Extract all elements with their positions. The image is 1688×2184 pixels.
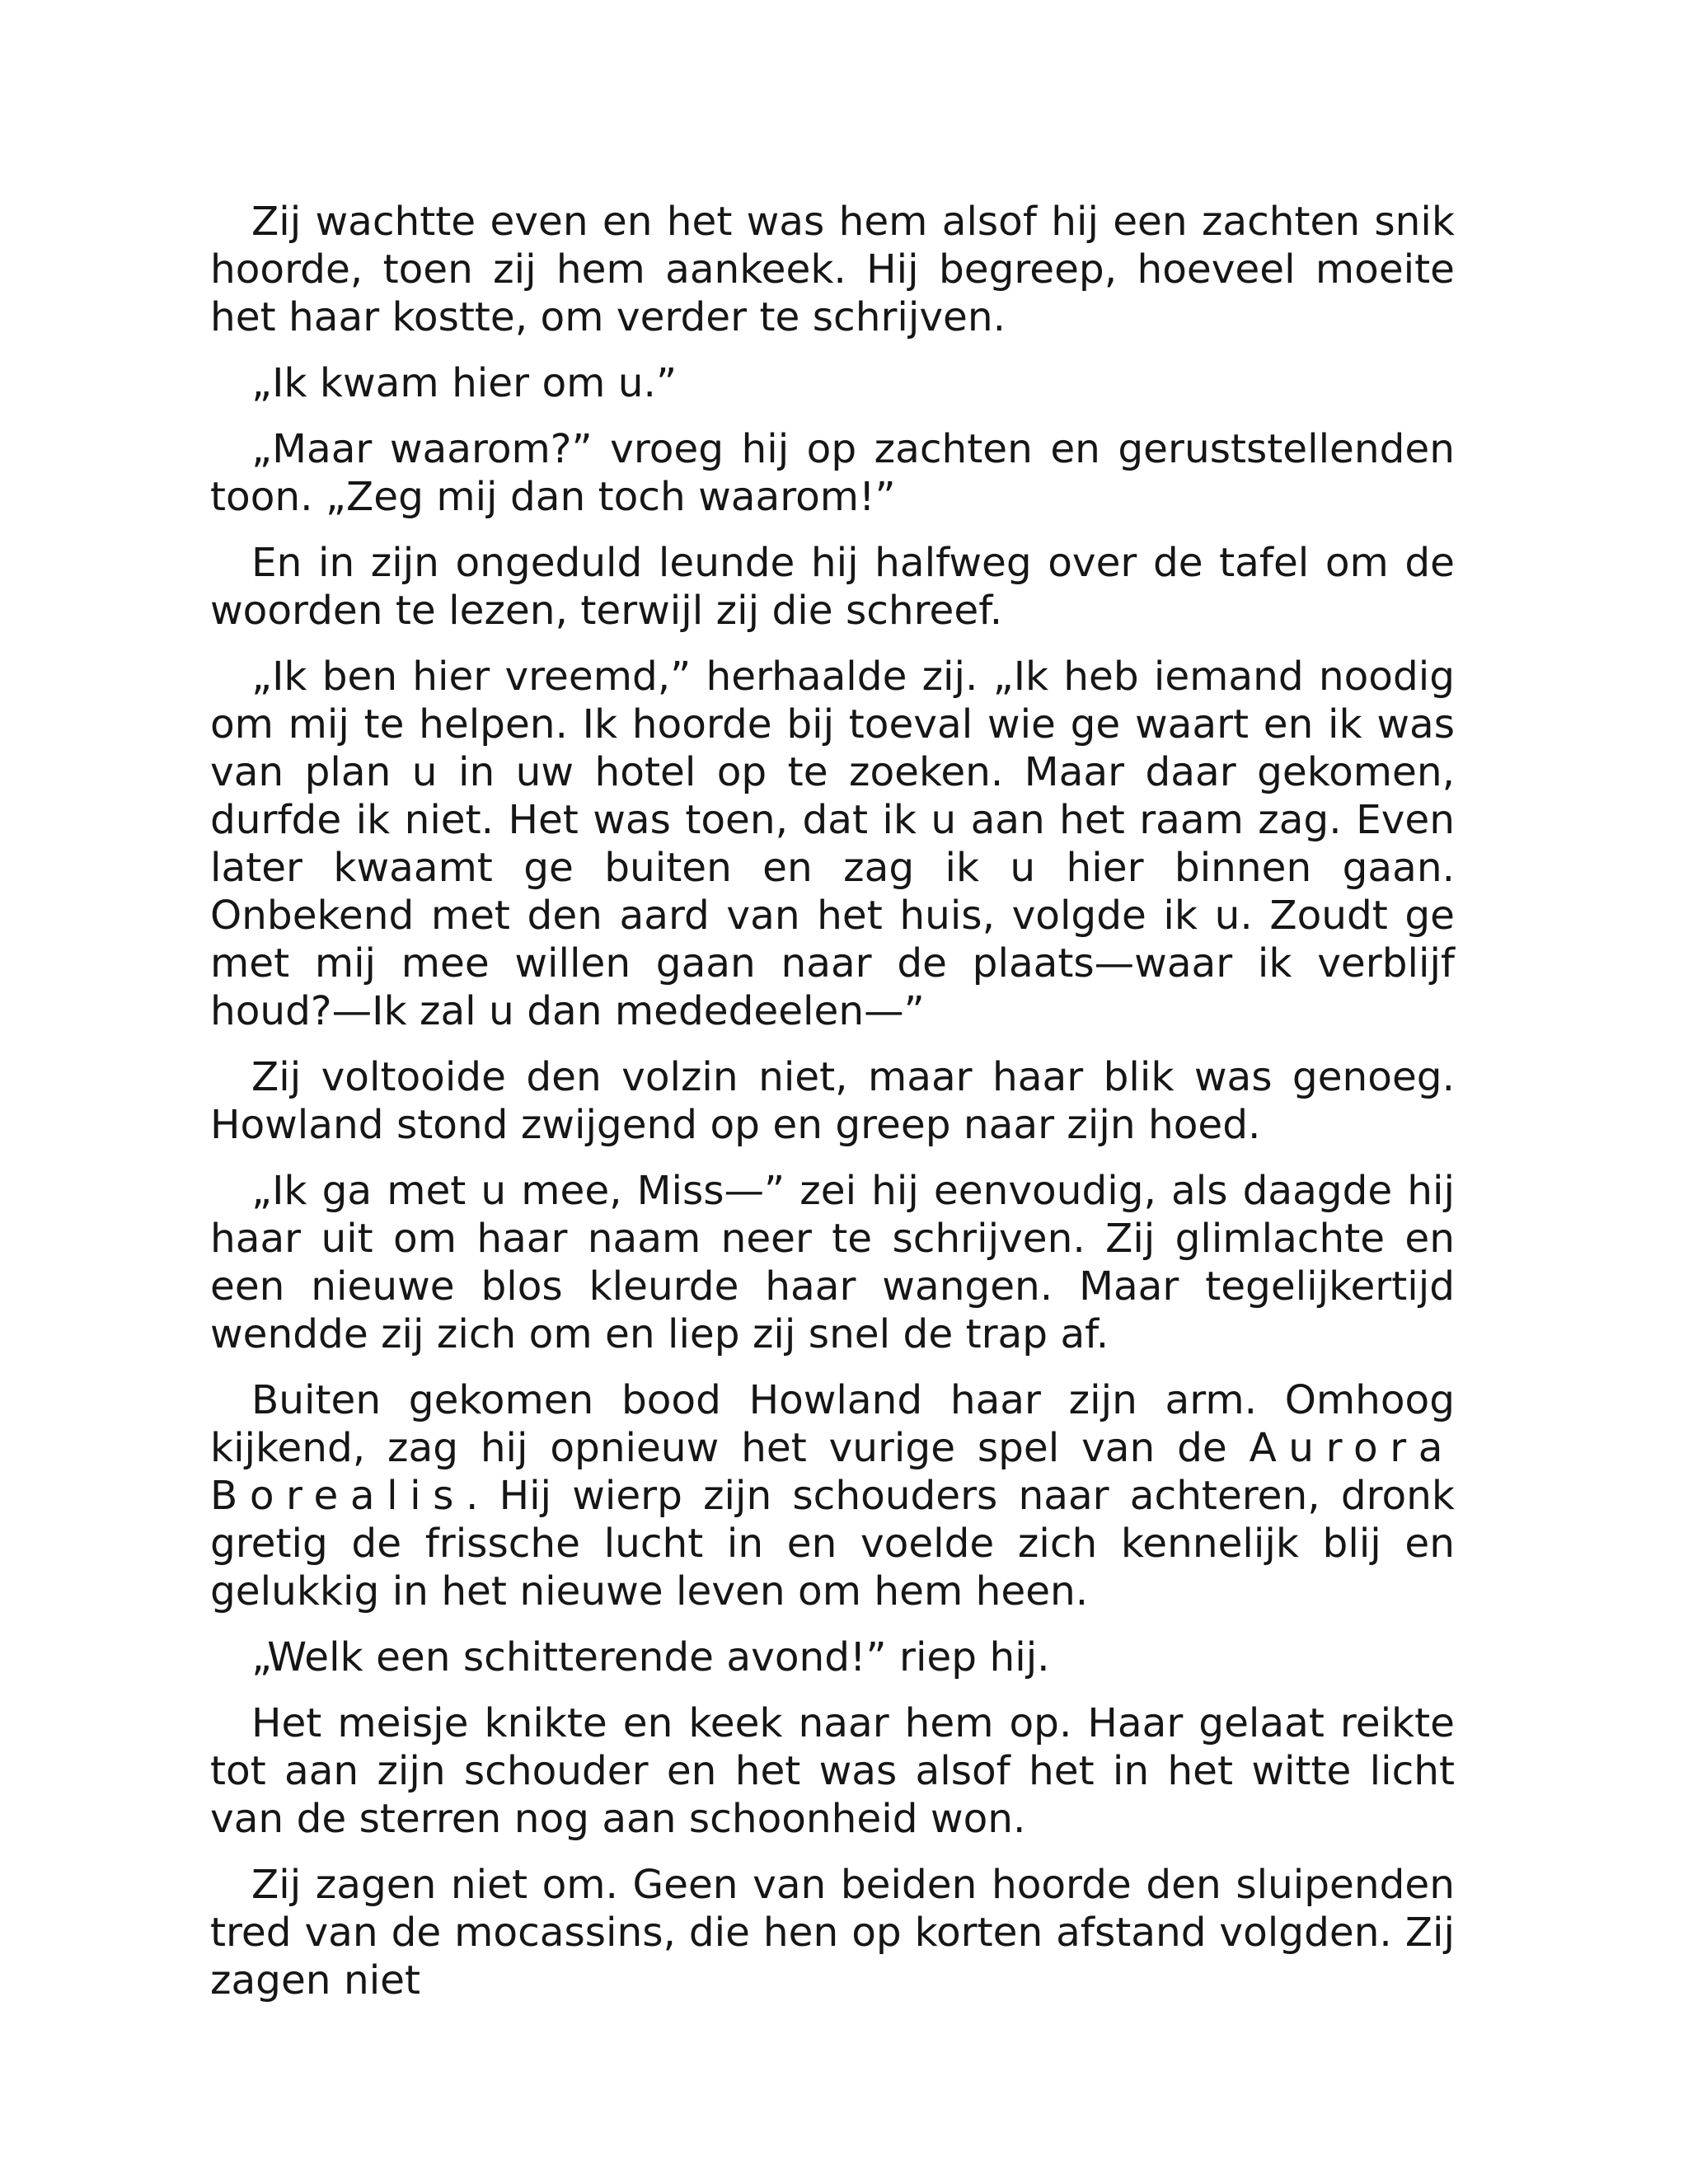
paragraph-5: „Ik ben hier vreemd,” herhaalde zij. „Ik heb iemand noodig om mij te helpen. Ik hoorde bij toeval wie ge waart en ik was van plan u in uw hotel op te zoeken. Maar daar gekomen, durfde ik niet. Het was toen, dat ik u aan het raam zag. Even later kwaamt ge buiten en zag ik u hier binnen gaan. Onbekend met den aard van het huis, volgde ik u. Zoudt ge met mij mee willen gaan naar de plaats—waar ik verblijf houd?—Ik zal u dan mededeelen—” [210, 654, 1455, 1034]
paragraph-1: Zij wachtte even en het was hem alsof hij een zachten snik hoorde, toen zij hem aankeek. Hij begreep, hoeveel moeite het haar kostte, om verder te schrijven. [210, 199, 1455, 340]
paragraph-7: „Ik ga met u mee, Miss—” zei hij eenvoudig, als daagde hij haar uit om haar naam neer te schrijven. Zij glimlachte en een nieuwe blos kleurde haar wangen. Maar tegelijkertijd wendde zij zich om en liep zij snel de trap af. [210, 1168, 1455, 1357]
paragraph-10: Het meisje knikte en keek naar hem op. Haar gelaat reikte tot aan zijn schouder en het was alsof het in het witte licht van de sterren nog aan schoonheid won. [210, 1700, 1455, 1842]
paragraph-3: „Maar waarom?” vroeg hij op zachten en geruststellenden toon. „Zeg mij dan toch waarom!” [210, 426, 1455, 520]
paragraph-8-end: . Hij wierp zijn schouders naar achteren, dronk gretig de frissche lucht in en voelde zich kennelijk blij en gelukkig in het nieuwe leven om hem heen. [210, 1473, 1455, 1615]
book-page [210, 198, 1455, 2022]
paragraph-8-start: Buiten gekomen bood Howland haar zijn arm. Omhoog kijkend, zag hij opnieuw het vurige spel van de [210, 1377, 1455, 1471]
paragraph-11: Zij zagen niet om. Geen van beiden hoorde den sluipenden tred van de mocassins, die hen op korten afstand volgden. Zij zagen niet [210, 1862, 1455, 2004]
paragraph-9: „Welk een schitterende avond!” riep hij. [251, 1634, 1050, 1680]
paragraph-4: En in zijn ongeduld leunde hij halfweg over de tafel om de woorden te lezen, terwijl zij die schreef. [210, 540, 1455, 634]
paragraph-2: „Ik kwam hier om u.” [251, 360, 678, 406]
paragraph-6: Zij voltooide den volzin niet, maar haar blik was genoeg. Howland stond zwijgend op en greep naar zijn hoed. [210, 1054, 1455, 1148]
paragraph-8 [210, 1376, 1455, 1615]
spaced-emphasis: Aurora Borealis [210, 1425, 1455, 1519]
